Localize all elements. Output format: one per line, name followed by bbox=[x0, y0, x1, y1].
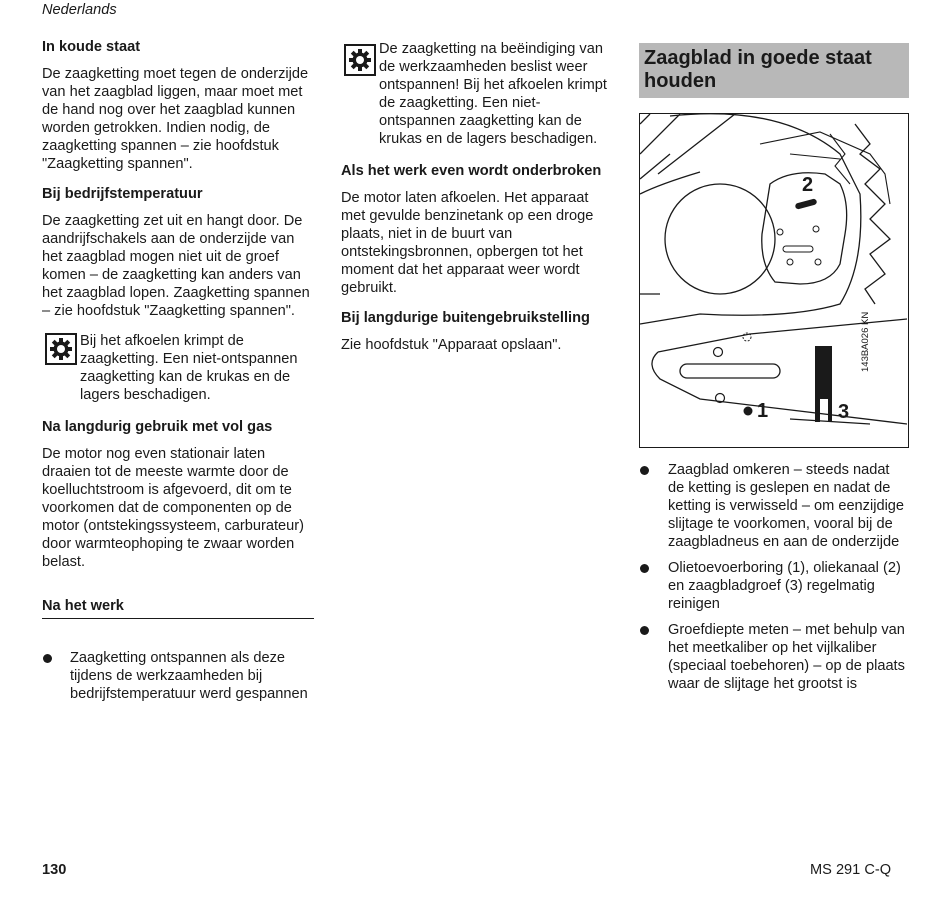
list-item: Groefdiepte meten – met behulp van het meetkaliber op het vijlkaliber (speciaal toebehoren) – op de plaats waar de slijtage het grootst is bbox=[639, 621, 909, 693]
text-full-throttle: De motor nog even stationair laten draaien tot de meeste warmte door de koelluchtstroom is afgevoerd, dit om te voorkomen dat de componenten op de motor (ontstekingssysteem, carburateur) door warmteophoping te zwaar worden belast. bbox=[42, 446, 304, 570]
heading-full-throttle: Na langdurig gebruik met vol gas bbox=[42, 419, 273, 435]
engine-damage-gear-icon bbox=[344, 44, 376, 76]
heading-work-interrupted: Als het werk even wordt onderbroken bbox=[341, 163, 602, 179]
column-left bbox=[42, 38, 314, 711]
list-guide-bar-maintenance bbox=[639, 461, 909, 693]
figure-code: 143BA026 KN bbox=[860, 311, 871, 372]
column-right bbox=[639, 38, 909, 701]
text-long-storage: Zie hoofdstuk "Apparaat opslaan". bbox=[341, 337, 562, 353]
label-oil-channel: 2 bbox=[802, 174, 814, 196]
guide-bar-illustration bbox=[639, 113, 909, 448]
list-item: Olietoevoerboring (1), oliekanaal (2) en zaagbladgroef (3) regelmatig reinigen bbox=[639, 559, 909, 613]
heading-cold-state: In koude staat bbox=[42, 39, 141, 55]
heading-long-storage: Bij langdurige buitengebruikstelling bbox=[341, 310, 590, 326]
bullet-dot-icon bbox=[43, 654, 52, 663]
text-work-interrupted: De motor laten afkoelen. Het apparaat met gevulde benzinetank op een droge plaats, niet in de buurt van ontstekingsbronnen, opbergen tot het moment dat het apparaat weer wordt gebruikt. bbox=[341, 190, 594, 296]
column-middle bbox=[341, 38, 616, 366]
page-number: 130 bbox=[42, 862, 67, 878]
heading-after-work: Na het werk bbox=[42, 597, 314, 619]
section-title: Zaagblad in goede staat houden bbox=[639, 43, 909, 98]
list-item: Zaagketting ontspannen als deze tijdens de werkzaamheden bij bedrijfstemperatuur werd gespannen bbox=[42, 649, 314, 703]
model-name: MS 291 C-Q bbox=[810, 862, 892, 878]
bullet-dot-icon bbox=[640, 466, 649, 475]
engine-damage-gear-icon bbox=[45, 333, 77, 365]
text-operating-temperature: De zaagketting zet uit en hangt door. De aandrijfschakels aan de onderzijde van het zaagblad mogen niet uit de groef komen – de zaagketting kan anders van het zaagblad lopen. Zaagketting spannen – zie hoofdstuk "Zaagketting spannen". bbox=[42, 213, 310, 319]
label-bar-groove: 3 bbox=[838, 401, 850, 423]
note-text: De zaagketting na beëindiging van de werkzaamheden beslist weer ontspannen! Bij het afkoelen krimpt de zaagketting. Een niet-ontspannen zaagketting kan de krukas en de lagers beschadigen. bbox=[379, 41, 607, 147]
header-language: Nederlands bbox=[42, 2, 117, 18]
list-item: Zaagblad omkeren – steeds nadat de ketting is geslepen en nadat de ketting is verwisseld – om eenzijdige slijtage te voorkomen, vooral bij de zaagbladneus en aan de onderzijde bbox=[639, 461, 909, 551]
list-after-work bbox=[42, 649, 314, 703]
text-cold-state: De zaagketting moet tegen de onderzijde van het zaagblad liggen, maar moet met de hand nog over het zaagblad kunnen worden getrokken. Indien nodig, de zaagketting spannen – zie hoofdstuk "Zaagketting spannen". bbox=[42, 66, 309, 172]
note-engine-damage bbox=[42, 332, 314, 404]
note-text: Bij het afkoelen krimpt de zaagketting. Een niet-ontspannen zaagketting kan de krukas en de lagers beschadigen. bbox=[80, 333, 298, 403]
heading-operating-temperature: Bij bedrijfstemperatuur bbox=[42, 186, 203, 202]
bullet-dot-icon bbox=[640, 626, 649, 635]
bullet-dot-icon bbox=[640, 564, 649, 573]
note-release-chain bbox=[341, 40, 616, 148]
label-oil-inlet-hole: 1 bbox=[757, 400, 769, 422]
